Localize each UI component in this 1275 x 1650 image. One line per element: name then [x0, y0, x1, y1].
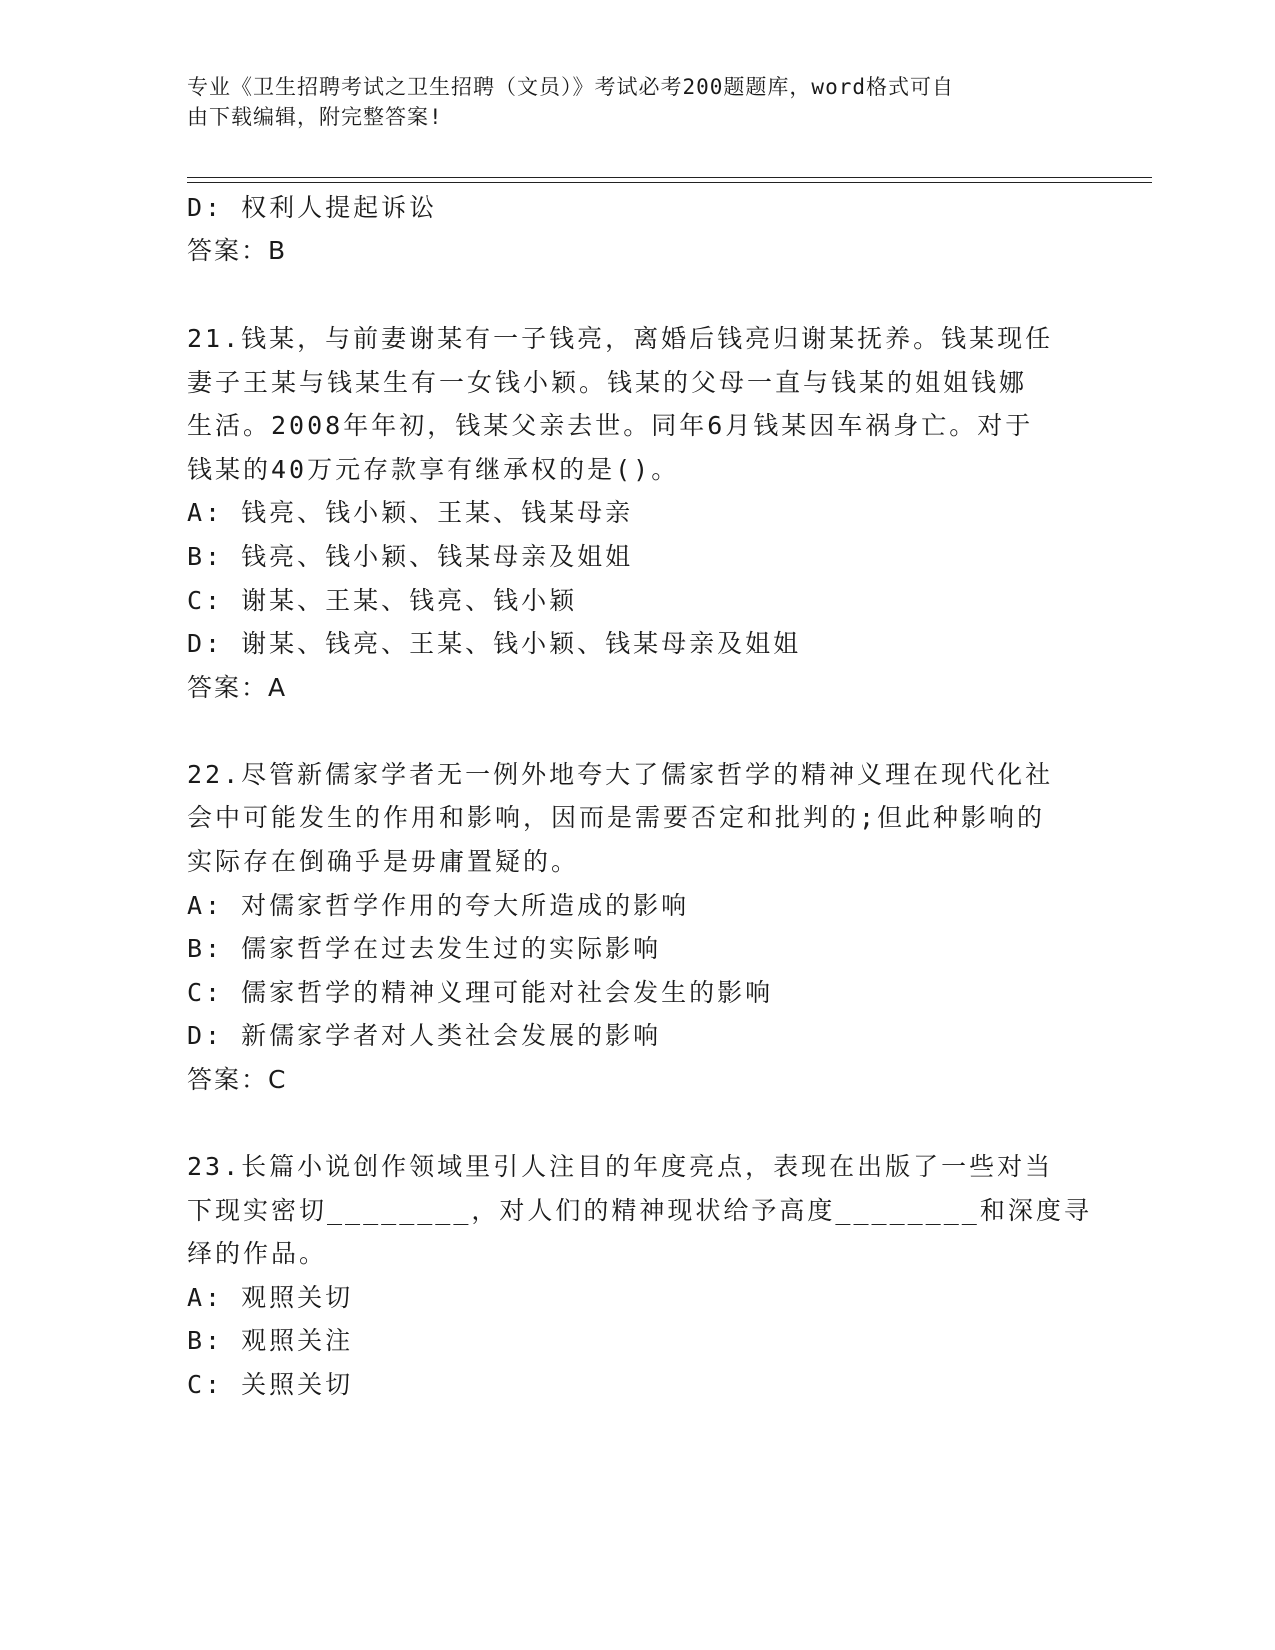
q23-stem-line-3: 绎的作品。 — [187, 1239, 328, 1268]
q22-stem-line-2: 会中可能发生的作用和影响，因而是需要否定和批判的;但此种影响的 — [187, 803, 1046, 832]
q22-option-a: A: 对儒家哲学作用的夸大所造成的影响 — [187, 891, 690, 920]
q23-stem-line-1: 23.长篇小说创作领域里引人注目的年度亮点，表现在出版了一些对当 — [187, 1152, 1054, 1181]
header-line-2: 由下载编辑，附完整答案! — [187, 105, 443, 129]
q23-option-a: A: 观照关切 — [187, 1283, 354, 1312]
q21-option-d: D: 谢某、钱亮、王某、钱小颖、钱某母亲及姐姐 — [187, 629, 802, 658]
q21-stem-line-2: 妻子王某与钱某生有一女钱小颖。钱某的父母一直与钱某的姐姐钱娜 — [187, 368, 1028, 397]
q21-stem-line-4: 钱某的40万元存款享有继承权的是()。 — [187, 455, 680, 484]
q23-option-c: C: 关照关切 — [187, 1370, 354, 1399]
document-header — [187, 72, 1067, 132]
q22-option-d: D: 新儒家学者对人类社会发展的影响 — [187, 1021, 662, 1050]
q21-option-c: C: 谢某、王某、钱亮、钱小颖 — [187, 586, 578, 615]
q23-option-b: B: 观照关注 — [187, 1326, 354, 1355]
q22-stem-line-3: 实际存在倒确乎是毋庸置疑的。 — [187, 847, 580, 876]
q21-stem-line-1: 21.钱某，与前妻谢某有一子钱亮，离婚后钱亮归谢某抚养。钱某现任 — [187, 324, 1054, 353]
q21-option-a: A: 钱亮、钱小颖、王某、钱某母亲 — [187, 498, 634, 527]
q21-option-b: B: 钱亮、钱小颖、钱某母亲及姐姐 — [187, 542, 634, 571]
header-rule-top — [187, 177, 1152, 178]
q20-option-d: D: 权利人提起诉讼 — [187, 193, 438, 222]
q22-option-c: C: 儒家哲学的精神义理可能对社会发生的影响 — [187, 978, 774, 1007]
q21-stem-line-3: 生活。2008年年初，钱某父亲去世。同年6月钱某因车祸身亡。对于 — [187, 411, 1034, 440]
header-rule-bottom — [187, 182, 1152, 183]
q22-answer: 答案：C — [187, 1065, 288, 1094]
q22-stem-line-1: 22.尽管新儒家学者无一例外地夸大了儒家哲学的精神义理在现代化社 — [187, 760, 1054, 789]
q23-stem-line-2: 下现实密切________，对人们的精神现状给予高度________和深度寻 — [187, 1196, 1092, 1225]
q22-option-b: B: 儒家哲学在过去发生过的实际影响 — [187, 934, 662, 963]
q21-answer: 答案：A — [187, 673, 288, 702]
header-line-1: 专业《卫生招聘考试之卫生招聘（文员）》考试必考200题题库，word格式可自 — [187, 75, 954, 99]
q20-answer: 答案：B — [187, 236, 288, 265]
